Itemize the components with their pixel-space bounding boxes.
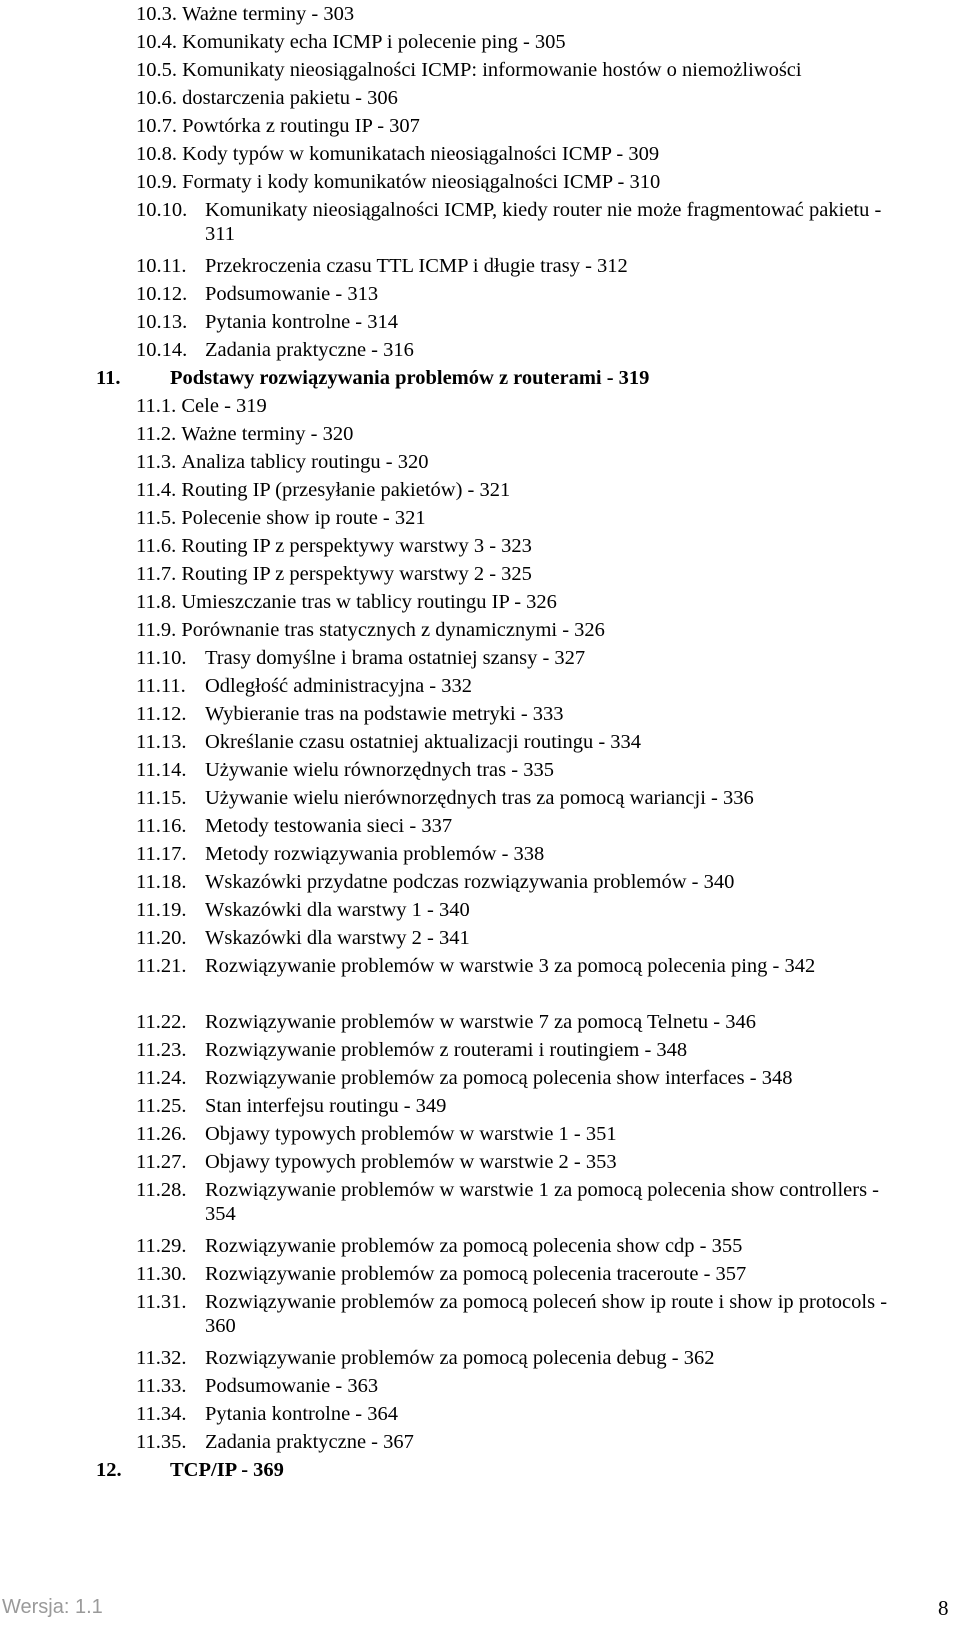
toc-entry-number: 11.14. bbox=[136, 759, 187, 781]
toc-entry-number: 10.9. bbox=[136, 171, 177, 193]
toc-entry bbox=[136, 30, 566, 54]
toc-entry bbox=[136, 562, 532, 586]
toc-entry-title: Rozwiązywanie problemów za pomocą polecenia show cdp - 355 bbox=[205, 1235, 743, 1257]
toc-entry bbox=[136, 338, 414, 362]
toc-entry-number: 10.12. bbox=[136, 283, 188, 305]
toc-entry-number: 11.4. bbox=[136, 479, 177, 501]
toc-entry bbox=[136, 814, 452, 838]
toc-entry-title: Pytania kontrolne - 364 bbox=[205, 1403, 399, 1425]
toc-entry-number: 11.16. bbox=[136, 815, 187, 837]
toc-entry-title: Zadania praktyczne - 316 bbox=[205, 339, 414, 361]
toc-entry-title: Objawy typowych problemów w warstwie 2 - 353 bbox=[205, 1151, 617, 1173]
toc-entry-title: Rozwiązywanie problemów z routerami i routingiem - 348 bbox=[205, 1039, 688, 1061]
toc-entry-title: Kody typów w komunikatach nieosiągalności ICMP - 309 bbox=[182, 143, 660, 165]
toc-entry-number: 11.33. bbox=[136, 1375, 187, 1397]
toc-entry bbox=[136, 2, 354, 26]
toc-entry bbox=[136, 58, 802, 82]
footer-version: Wersja: 1.1 bbox=[2, 1596, 103, 1618]
toc-entry bbox=[136, 198, 905, 246]
toc-entry-title: Podsumowanie - 313 bbox=[205, 283, 379, 305]
toc-entry-title: Komunikaty nieosiągalności ICMP, kiedy router nie może fragmentować pakietu - 311 bbox=[205, 199, 882, 245]
toc-entry-title: Pytania kontrolne - 314 bbox=[205, 311, 399, 333]
toc-entry-number: 11.24. bbox=[136, 1067, 187, 1089]
toc-entry-number: 11.9. bbox=[136, 619, 177, 641]
toc-entry-title: Wskazówki przydatne podczas rozwiązywania problemów - 340 bbox=[205, 871, 735, 893]
toc-entry bbox=[136, 142, 659, 166]
toc-entry bbox=[136, 1066, 792, 1090]
toc-entry bbox=[136, 1402, 398, 1426]
toc-entry-number: 11.23. bbox=[136, 1039, 187, 1061]
toc-entry bbox=[136, 1346, 714, 1370]
toc-entry-title: Rozwiązywanie problemów za pomocą polecenia traceroute - 357 bbox=[205, 1263, 747, 1285]
toc-entry-title: Routing IP z perspektywy warstwy 2 - 325 bbox=[181, 563, 532, 585]
toc-entry-number: 11.6. bbox=[136, 535, 177, 557]
toc-entry-number: 11.8. bbox=[136, 591, 177, 613]
toc-entry bbox=[136, 1178, 905, 1226]
toc-entry bbox=[136, 954, 905, 978]
toc-entry bbox=[136, 1122, 617, 1146]
toc-entry bbox=[136, 114, 420, 138]
toc-entry bbox=[136, 1038, 687, 1062]
toc-entry-number: 11.13. bbox=[136, 731, 187, 753]
toc-entry bbox=[136, 702, 564, 726]
toc-entry bbox=[136, 898, 470, 922]
toc-entry-number: 10.14. bbox=[136, 339, 188, 361]
toc-chapter bbox=[96, 366, 649, 390]
toc-entry-number: 10.8. bbox=[136, 143, 177, 165]
toc-entry-number: 11.27. bbox=[136, 1151, 187, 1173]
toc-entry-title: Porównanie tras statycznych z dynamicznymi - 326 bbox=[181, 619, 605, 641]
toc-entry-number: 10.7. bbox=[136, 115, 177, 137]
toc-entry-number: 11.3. bbox=[136, 451, 177, 473]
toc-entry bbox=[136, 310, 398, 334]
toc-entry bbox=[136, 86, 398, 110]
toc-entry bbox=[136, 450, 428, 474]
toc-entry bbox=[136, 478, 510, 502]
toc-entry-number: 11.29. bbox=[136, 1235, 187, 1257]
toc-entry-title: Zadania praktyczne - 367 bbox=[205, 1431, 414, 1453]
toc-entry-title: Rozwiązywanie problemów w warstwie 1 za pomocą polecenia show controllers - 354 bbox=[205, 1179, 879, 1225]
toc-entry bbox=[136, 170, 660, 194]
toc-entry-number: 11.28. bbox=[136, 1179, 187, 1201]
toc-entry-number: 11.22. bbox=[136, 1011, 187, 1033]
toc-entry-title: Wybieranie tras na podstawie metryki - 333 bbox=[205, 703, 564, 725]
toc-entry-title: TCP/IP - 369 bbox=[170, 1459, 284, 1481]
toc-entry-number: 11.1. bbox=[136, 395, 177, 417]
toc-entry-number: 10.11. bbox=[136, 255, 187, 277]
toc-entry bbox=[136, 1010, 756, 1034]
toc-entry-title: Rozwiązywanie problemów za pomocą polecenia debug - 362 bbox=[205, 1347, 715, 1369]
toc-entry-title: Wskazówki dla warstwy 1 - 340 bbox=[205, 899, 470, 921]
toc-entry-number: 11.12. bbox=[136, 703, 187, 725]
toc-entry-number: 11.32. bbox=[136, 1347, 187, 1369]
toc-entry-title: Routing IP z perspektywy warstwy 3 - 323 bbox=[181, 535, 532, 557]
toc-entry bbox=[136, 758, 554, 782]
toc-entry bbox=[136, 730, 641, 754]
toc-entry bbox=[136, 1150, 617, 1174]
toc-entry-title: Trasy domyślne i brama ostatniej szansy - 327 bbox=[205, 647, 586, 669]
page-number: 8 bbox=[938, 1596, 949, 1620]
toc-entry-number: 10.4. bbox=[136, 31, 177, 53]
toc-entry-title: Objawy typowych problemów w warstwie 1 - 351 bbox=[205, 1123, 617, 1145]
toc-entry-title: Analiza tablicy routingu - 320 bbox=[181, 451, 429, 473]
toc-entry-number: 12. bbox=[96, 1459, 122, 1481]
toc-entry bbox=[136, 1234, 742, 1258]
toc-entry-number: 10.13. bbox=[136, 311, 188, 333]
toc-entry bbox=[136, 590, 557, 614]
toc-chapter bbox=[96, 1458, 284, 1482]
toc-entry bbox=[136, 842, 544, 866]
toc-entry-title: Stan interfejsu routingu - 349 bbox=[205, 1095, 447, 1117]
toc-entry-title: Umieszczanie tras w tablicy routingu IP - 326 bbox=[181, 591, 557, 613]
toc-entry-number: 10.6. bbox=[136, 87, 177, 109]
toc-entry-title: Routing IP (przesyłanie pakietów) - 321 bbox=[181, 479, 511, 501]
toc-entry-title: Polecenie show ip route - 321 bbox=[181, 507, 426, 529]
toc-entry bbox=[136, 1374, 378, 1398]
toc-entry-number: 11.10. bbox=[136, 647, 187, 669]
toc-entry-number: 11.11. bbox=[136, 675, 186, 697]
toc-entry-number: 11.19. bbox=[136, 899, 187, 921]
toc-entry-title: Rozwiązywanie problemów za pomocą polecenia show interfaces - 348 bbox=[205, 1067, 793, 1089]
toc-entry-title: Podstawy rozwiązywania problemów z routerami - 319 bbox=[170, 367, 650, 389]
toc-entry-title: Metody rozwiązywania problemów - 338 bbox=[205, 843, 545, 865]
toc-entry bbox=[136, 1290, 905, 1338]
toc-entry-number: 11.26. bbox=[136, 1123, 187, 1145]
toc-entry bbox=[136, 618, 605, 642]
toc-entry-title: Cele - 319 bbox=[181, 395, 267, 417]
toc-entry-number: 11.17. bbox=[136, 843, 187, 865]
toc-entry bbox=[136, 1094, 446, 1118]
toc-entry-number: 11.31. bbox=[136, 1291, 187, 1313]
toc-entry bbox=[136, 1262, 746, 1286]
toc-entry-number: 10.5. bbox=[136, 59, 177, 81]
toc-entry bbox=[136, 282, 378, 306]
toc-entry-title: Używanie wielu nierównorzędnych tras za pomocą wariancji - 336 bbox=[205, 787, 754, 809]
toc-entry-number: 10.3. bbox=[136, 3, 177, 25]
toc-entry bbox=[136, 394, 267, 418]
toc-entry-title: Używanie wielu równorzędnych tras - 335 bbox=[205, 759, 554, 781]
toc-entry-title: Rozwiązywanie problemów za pomocą poleceń show ip route i show ip protocols - 360 bbox=[205, 1291, 888, 1337]
toc-entry-title: Komunikaty echa ICMP i polecenie ping - 305 bbox=[182, 31, 566, 53]
toc-entry-number: 11.30. bbox=[136, 1263, 187, 1285]
toc-entry-number: 11.20. bbox=[136, 927, 187, 949]
toc-entry-title: Określanie czasu ostatniej aktualizacji routingu - 334 bbox=[205, 731, 642, 753]
toc-entry bbox=[136, 786, 754, 810]
toc-entry bbox=[136, 870, 734, 894]
toc-entry-number: 10.10. bbox=[136, 199, 188, 221]
toc-entry-number: 11.5. bbox=[136, 507, 177, 529]
toc-entry-number: 11.18. bbox=[136, 871, 187, 893]
toc-entry-title: Rozwiązywanie problemów w warstwie 7 za pomocą Telnetu - 346 bbox=[205, 1011, 756, 1033]
toc-entry-number: 11.7. bbox=[136, 563, 177, 585]
toc-entry-title: Komunikaty nieosiągalności ICMP: informowanie hostów o niemożliwości bbox=[182, 59, 802, 81]
toc-entry-number: 11.2. bbox=[136, 423, 177, 445]
toc-entry-title: Powtórka z routingu IP - 307 bbox=[182, 115, 420, 137]
toc-entry-title: Ważne terminy - 303 bbox=[182, 3, 355, 25]
toc-entry-number: 11.21. bbox=[136, 955, 187, 977]
toc-entry bbox=[136, 506, 426, 530]
toc-entry-title: Metody testowania sieci - 337 bbox=[205, 815, 453, 837]
toc-entry-number: 11.15. bbox=[136, 787, 187, 809]
toc-entry-title: Rozwiązywanie problemów w warstwie 3 za pomocą polecenia ping - 342 bbox=[205, 955, 816, 977]
toc-entry-number: 11.25. bbox=[136, 1095, 187, 1117]
toc-entry-title: Odległość administracyjna - 332 bbox=[205, 675, 473, 697]
toc-entry bbox=[136, 674, 472, 698]
toc-entry-title: dostarczenia pakietu - 306 bbox=[182, 87, 398, 109]
toc-entry-number: 11.35. bbox=[136, 1431, 187, 1453]
toc-entry-title: Ważne terminy - 320 bbox=[181, 423, 354, 445]
toc-entry bbox=[136, 926, 470, 950]
toc-entry-number: 11. bbox=[96, 367, 121, 389]
toc-entry-title: Podsumowanie - 363 bbox=[205, 1375, 379, 1397]
toc-entry-number: 11.34. bbox=[136, 1403, 187, 1425]
toc-entry bbox=[136, 534, 532, 558]
toc-entry-title: Przekroczenia czasu TTL ICMP i długie trasy - 312 bbox=[205, 255, 628, 277]
toc-entry-title: Wskazówki dla warstwy 2 - 341 bbox=[205, 927, 470, 949]
toc-entry bbox=[136, 422, 353, 446]
toc-entry bbox=[136, 254, 628, 278]
toc-entry bbox=[136, 1430, 414, 1454]
toc-entry-title: Formaty i kody komunikatów nieosiągalności ICMP - 310 bbox=[182, 171, 661, 193]
toc-entry bbox=[136, 646, 585, 670]
